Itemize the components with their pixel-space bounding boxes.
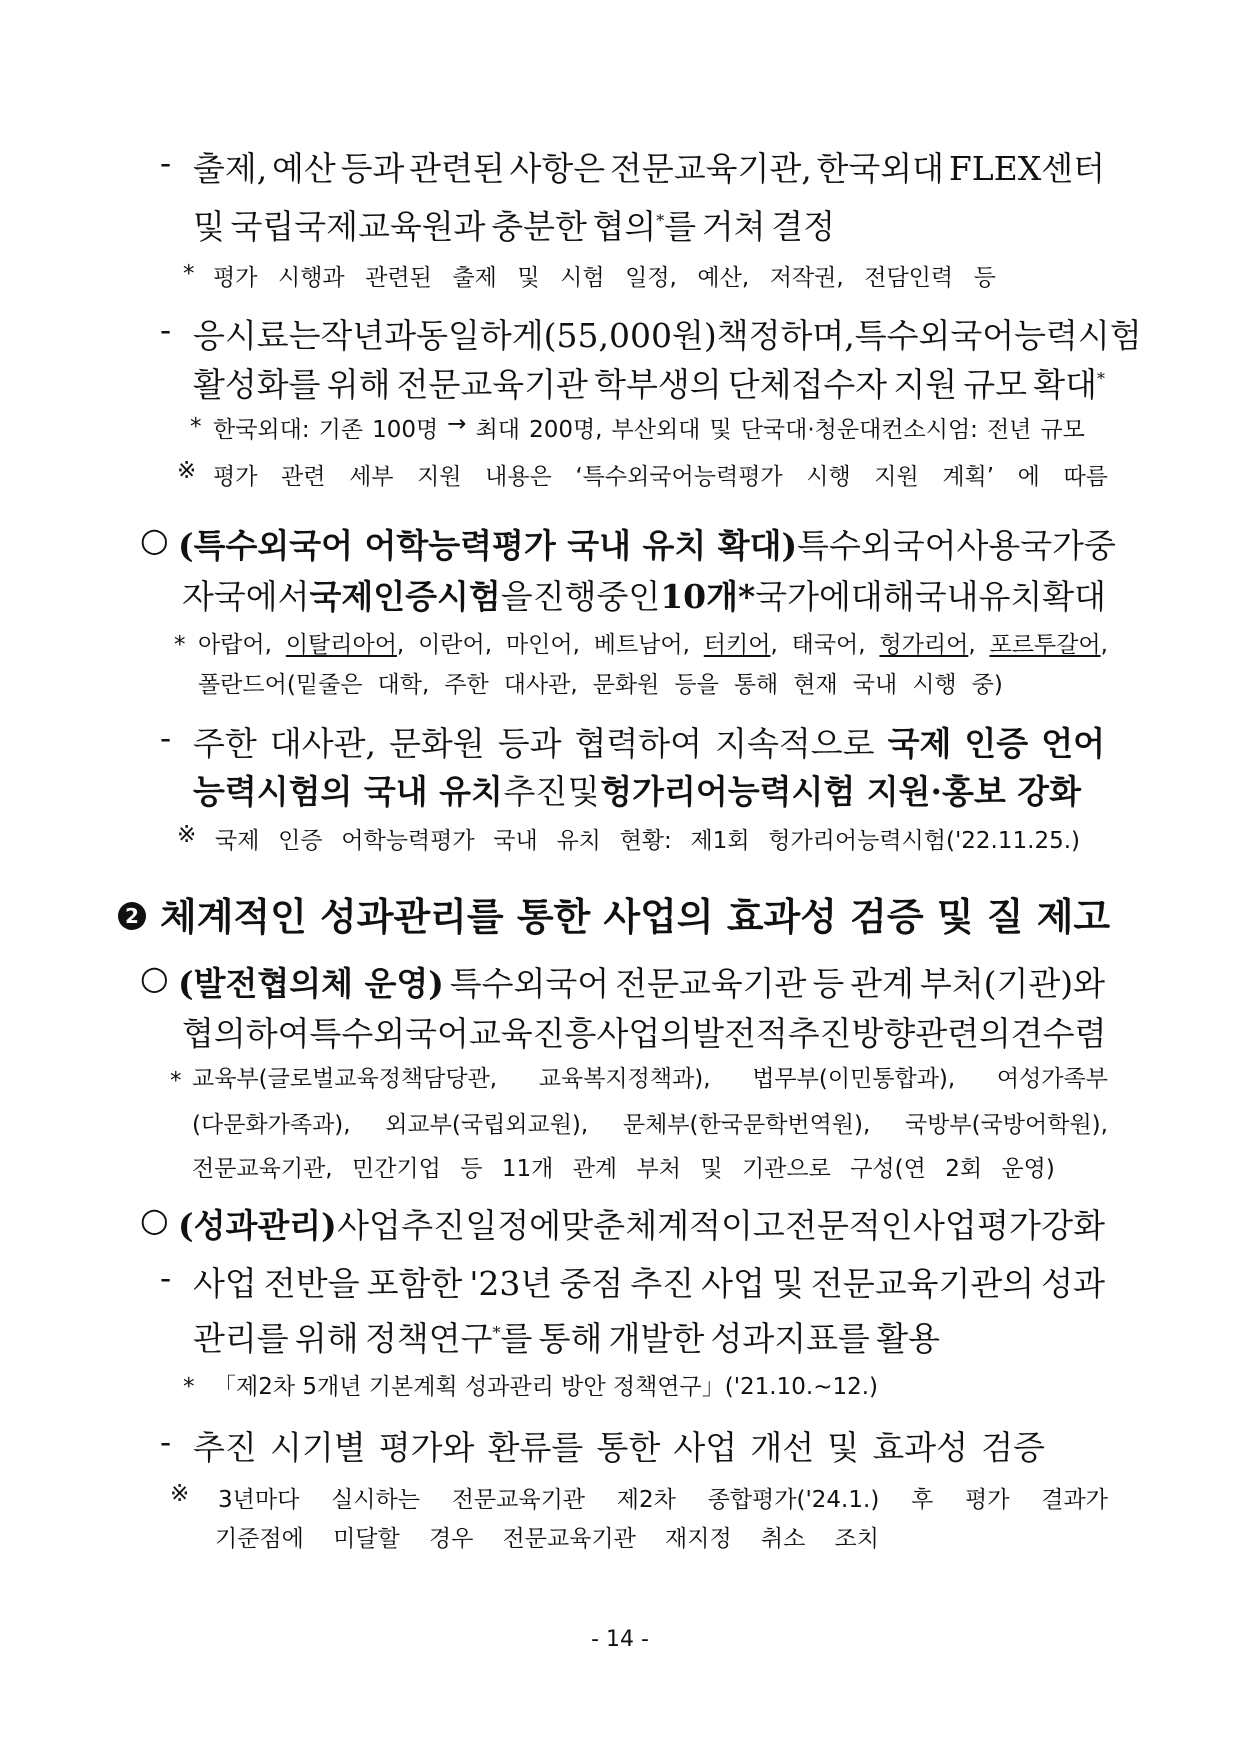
b2-footnote: 한국외대: 기존 100명 → 최대 200명, 부산외대 및 단국대·청운대컨소시엄: 전년 규모 xyxy=(213,411,1085,443)
c1-title: (특수외국어 어학능력평가 국내 유치 확대) xyxy=(178,526,798,565)
footnote-marker: * xyxy=(183,261,195,287)
c3-line1: (성과관리) 사업 추진 일정에 맞춘 체계적이고 전문적인 사업 평가 강화 xyxy=(178,1200,1105,1247)
b1-line1: 출제, 예산 등과 관련된 사항은 전문교육기관, 한국외대 FLEX센터 xyxy=(193,149,1105,188)
b3-reference: 국제 인증 어학능력평가 국내 유치 현황: 제1회 헝가리어능력시험('22.11.25.) xyxy=(215,828,1080,854)
b1-line2: 및 국립국제교육원과 충분한 협의*를 거쳐 결정 xyxy=(193,207,835,246)
dash-marker: - xyxy=(160,143,172,182)
footnote-marker: * xyxy=(174,632,186,658)
c2-footnote-line1: 교육부(글로벌교육정책담당관, 교육복지정책과), 법무부(이민통합과), 여성가족부 xyxy=(192,1066,1108,1092)
page-number: - 14 - xyxy=(591,1627,649,1652)
section-heading xyxy=(118,886,1110,941)
dash-marker: - xyxy=(160,310,172,349)
dash-marker: - xyxy=(160,1258,172,1297)
b4-line1: 사업 전반을 포함한 '23년 중점 추진 사업 및 전문교육기관의 성과 xyxy=(193,1264,1105,1303)
reference-marker: ※ xyxy=(170,1481,190,1507)
reference-marker: ※ xyxy=(177,822,197,848)
footnote-marker: * xyxy=(183,1374,195,1400)
c2-footnote-line3: 전문교육기관, 민간기업 등 11개 관계 부처 및 기관으로 구성(연 2회 운영) xyxy=(192,1156,1055,1182)
b3-line2: 능력시험의 국내 유치 추진 및 헝가리어능력시험 지원·홍보 강화 xyxy=(193,772,1081,811)
dash-marker: - xyxy=(160,718,172,757)
c2-title: (발전협의체 운영) xyxy=(178,964,444,1003)
b4-footnote: 「제2차 5개년 기본계획 성과관리 방안 정책연구」('21.10.~12.) xyxy=(213,1374,879,1400)
b3-line1: 주한 대사관, 문화원 등과 협력하여 지속적으로 국제 인증 언어 xyxy=(193,724,1105,763)
b2-line1: 응시료는 작년과 동일하게(55,000원) 책정하며, 특수외국어능력시험 xyxy=(193,316,1142,355)
b2-line2: 활성화를 위해 전문교육기관 학부생의 단체접수자 지원 규모 확대* xyxy=(193,365,1105,404)
b5-line1: 추진 시기별 평가와 환류를 통한 사업 개선 및 효과성 검증 xyxy=(193,1428,1045,1467)
c1-footnote-line1: 아랍어, 이탈리아어, 이란어, 마인어, 베트남어, 터키어, 태국어, 헝가리어, 포르투갈어, xyxy=(198,632,1108,658)
footnote-marker: * xyxy=(170,1068,182,1094)
c1-line2: 자국에서 국제인증시험을 진행 중인 10개* 국가에 대해 국내 유치 확대 xyxy=(182,577,1106,616)
c1-footnote-line2: 폴란드어(밑줄은 대학, 주한 대사관, 문화원 등을 통해 현재 국내 시행 중) xyxy=(198,672,1003,698)
section-title: 체계적인 성과관리를 통한 사업의 효과성 검증 및 질 제고 xyxy=(160,895,1111,939)
c2-footnote-line2: (다문화가족과), 외교부(국립외교원), 문체부(한국문학번역원), 국방부(국방어학원), xyxy=(192,1112,1108,1138)
footnote-marker: * xyxy=(190,414,202,440)
b5-reference-line2: 기준점에 미달할 경우 전문교육기관 재지정 취소 조치 xyxy=(215,1526,879,1552)
b1-footnote: 평가 시행과 관련된 출제 및 시험 일정, 예산, 저작권, 전담인력 등 xyxy=(213,265,996,291)
c2-line2: 협의하여 특수외국어 교육 진흥 사업의 발전적 추진 방향 관련 의견수렴 xyxy=(182,1014,1107,1053)
circle-bullet-icon: ○ xyxy=(140,958,169,997)
reference-marker: ※ xyxy=(177,458,197,484)
section-number-badge: 2 xyxy=(118,902,146,930)
c1-line1: (특수외국어 어학능력평가 국내 유치 확대) 특수외국어 사용 국가 중 xyxy=(178,520,1105,567)
circle-bullet-icon: ○ xyxy=(140,520,169,559)
c2-line1: (발전협의체 운영) 특수외국어 전문교육기관 등 관계 부처(기관)와 xyxy=(178,958,1105,1005)
b4-line2: 관리를 위해 정책연구*를 통해 개발한 성과지표를 활용 xyxy=(193,1319,940,1358)
dash-marker: - xyxy=(160,1422,172,1461)
circle-bullet-icon: ○ xyxy=(140,1200,169,1239)
c3-title: (성과관리) xyxy=(178,1206,337,1245)
b5-reference-line1: 3년마다 실시하는 전문교육기관 제2차 종합평가('24.1.) 후 평가 결과가 xyxy=(218,1487,1108,1513)
b2-reference: 평가 관련 세부 지원 내용은 ‘특수외국어능력평가 시행 지원 계획’ 에 따름 xyxy=(213,464,1108,490)
